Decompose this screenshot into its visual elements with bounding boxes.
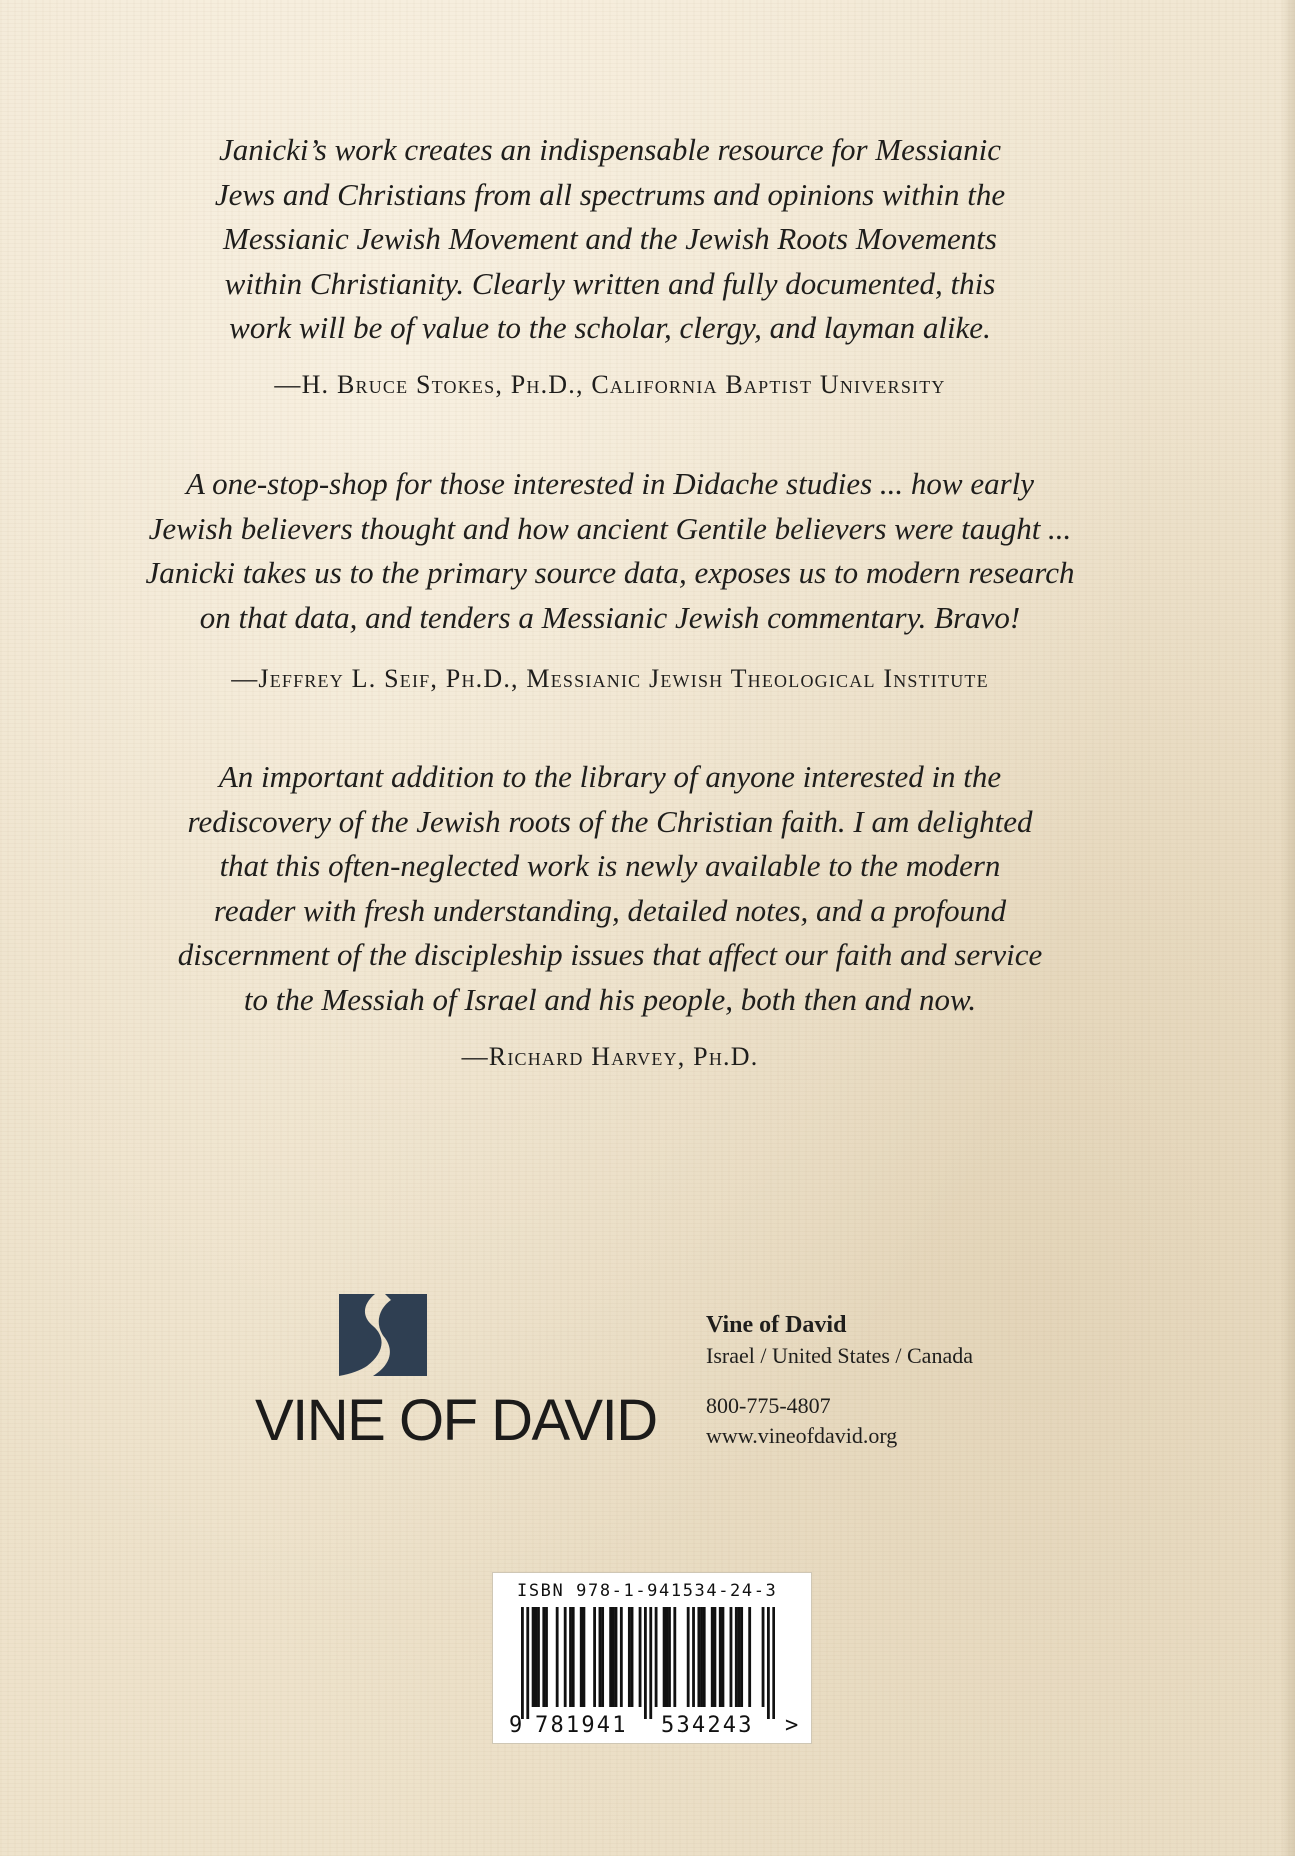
barcode-bar bbox=[526, 1607, 529, 1719]
barcode-bar bbox=[711, 1607, 714, 1707]
barcode-bar bbox=[631, 1607, 634, 1707]
endorsement-line: work will be of value to the scholar, clergy, and layman alike. bbox=[229, 310, 991, 345]
endorsement-line: Janicki’s work creates an indispensable resource for Messianic bbox=[218, 132, 1002, 167]
endorsement-3-attribution: —Richard Harvey, Ph.D. bbox=[461, 1042, 759, 1071]
barcode-bar bbox=[722, 1607, 725, 1707]
barcode-bar bbox=[545, 1607, 548, 1707]
endorsement-line: to the Messiah of Israel and his people, both then and now. bbox=[243, 981, 977, 1017]
barcode-bar bbox=[620, 1607, 623, 1707]
barcode-bar bbox=[668, 1607, 671, 1707]
barcode-bar bbox=[655, 1607, 658, 1707]
barcode-bar bbox=[767, 1607, 770, 1719]
barcode-bar bbox=[738, 1607, 741, 1707]
endorsement-3 bbox=[80, 755, 1140, 1022]
barcode-bar bbox=[593, 1607, 596, 1707]
barcode-bar bbox=[556, 1607, 559, 1707]
endorsement-line: within Christianity. Clearly written and fully documented, this bbox=[224, 265, 996, 301]
barcode-bar bbox=[735, 1607, 738, 1707]
endorsement-line: Messianic Jewish Movement and the Jewish Roots Movements bbox=[223, 221, 997, 256]
endorsement-line: reader with fresh understanding, detailed notes, and a profound bbox=[213, 892, 1007, 928]
publisher-logo bbox=[255, 1290, 657, 1458]
endorsement-line: Jewish believers thought and how ancient Gentile believers were taught ... bbox=[148, 510, 1072, 546]
endorsement-2 bbox=[80, 462, 1140, 640]
barcode-bar bbox=[521, 1607, 524, 1719]
barcode-bar bbox=[663, 1607, 666, 1707]
vine-of-david-logo-icon bbox=[333, 1290, 433, 1382]
endorsement-line: on that data, and tenders a Messianic Jewish commentary. Bravo! bbox=[199, 599, 1021, 635]
endorsement-3-text bbox=[80, 755, 1140, 1022]
endorsement-1-attribution: —H. Bruce Stokes, Ph.D., California Baptist University bbox=[274, 370, 946, 399]
endorsement-1 bbox=[80, 128, 1140, 351]
barcode-bar bbox=[730, 1607, 733, 1707]
barcode-bar bbox=[692, 1607, 695, 1707]
barcode-bar bbox=[601, 1607, 604, 1707]
isbn-barcode bbox=[492, 1572, 812, 1744]
barcode-bar bbox=[628, 1607, 631, 1707]
isbn-digits-right: 534243 bbox=[661, 1713, 754, 1738]
barcode-bar bbox=[740, 1607, 743, 1707]
barcode-bar bbox=[665, 1607, 668, 1707]
publisher-phone: 800-775-4807 bbox=[706, 1393, 831, 1418]
endorsement-1-text bbox=[80, 128, 1140, 351]
barcode-bar bbox=[772, 1607, 775, 1719]
barcode-bar bbox=[673, 1607, 676, 1707]
page-edge-shadow bbox=[1281, 0, 1295, 1856]
barcode-bar bbox=[714, 1607, 717, 1707]
barcode-bar bbox=[697, 1607, 700, 1707]
isbn-label: ISBN 978-1-941534-24-3 bbox=[517, 1581, 778, 1601]
barcode-bar bbox=[580, 1607, 583, 1707]
barcode-bar bbox=[534, 1607, 537, 1707]
barcode-bar bbox=[532, 1607, 535, 1707]
barcode-bar bbox=[537, 1607, 540, 1707]
endorsement-line: rediscovery of the Jewish roots of the Christian faith. I am delighted bbox=[187, 803, 1033, 839]
publisher-website: www.vineofdavid.org bbox=[706, 1423, 898, 1448]
publisher-name: Vine of David bbox=[706, 1312, 847, 1338]
endorsement-line: A one-stop-shop for those interested in Didache studies ... how early bbox=[185, 466, 1035, 501]
endorsement-2-text bbox=[80, 462, 1140, 640]
barcode-bar bbox=[719, 1607, 722, 1707]
isbn-digits-left: 781941 bbox=[535, 1713, 628, 1738]
barcode-bar bbox=[748, 1607, 751, 1707]
barcode-bar bbox=[612, 1607, 615, 1707]
endorsement-line: An important addition to the library of anyone interested in the bbox=[218, 759, 1002, 794]
barcode-bar bbox=[644, 1607, 647, 1719]
barcode-bar bbox=[615, 1607, 618, 1707]
barcode-bar bbox=[762, 1607, 765, 1707]
barcode-bar bbox=[639, 1607, 642, 1707]
barcode-bar bbox=[599, 1607, 602, 1707]
endorsement-line: discernment of the discipleship issues that affect our faith and service bbox=[177, 937, 1043, 972]
publisher-locations: Israel / United States / Canada bbox=[706, 1343, 973, 1368]
endorsement-2-attribution: —Jeffrey L. Seif, Ph.D., Messianic Jewish Theological Institute bbox=[231, 664, 989, 693]
barcode-bars bbox=[521, 1607, 775, 1719]
isbn-digit-first: 9 bbox=[509, 1713, 523, 1738]
barcode-bar bbox=[582, 1607, 585, 1707]
barcode-bar bbox=[687, 1607, 690, 1707]
barcode-bar bbox=[649, 1607, 652, 1719]
barcode-bar bbox=[609, 1607, 612, 1707]
endorsement-line: Jews and Christians from all spectrums and opinions within the bbox=[214, 176, 1006, 212]
endorsement-line: Janicki takes us to the primary source data, exposes us to modern research bbox=[145, 555, 1075, 590]
barcode-bar bbox=[569, 1607, 572, 1707]
endorsement-line: that this often-neglected work is newly available to the modern bbox=[219, 848, 1001, 883]
barcode-bar bbox=[564, 1607, 567, 1707]
barcode-bar bbox=[572, 1607, 575, 1707]
barcode-bar bbox=[542, 1607, 545, 1707]
barcode-bar bbox=[703, 1607, 706, 1707]
logo-wordmark: VINE OF DAVID bbox=[255, 1388, 657, 1453]
publisher-info bbox=[706, 1309, 1126, 1451]
barcode-bar bbox=[700, 1607, 703, 1707]
isbn-quiet-zone-mark: > bbox=[785, 1713, 799, 1738]
